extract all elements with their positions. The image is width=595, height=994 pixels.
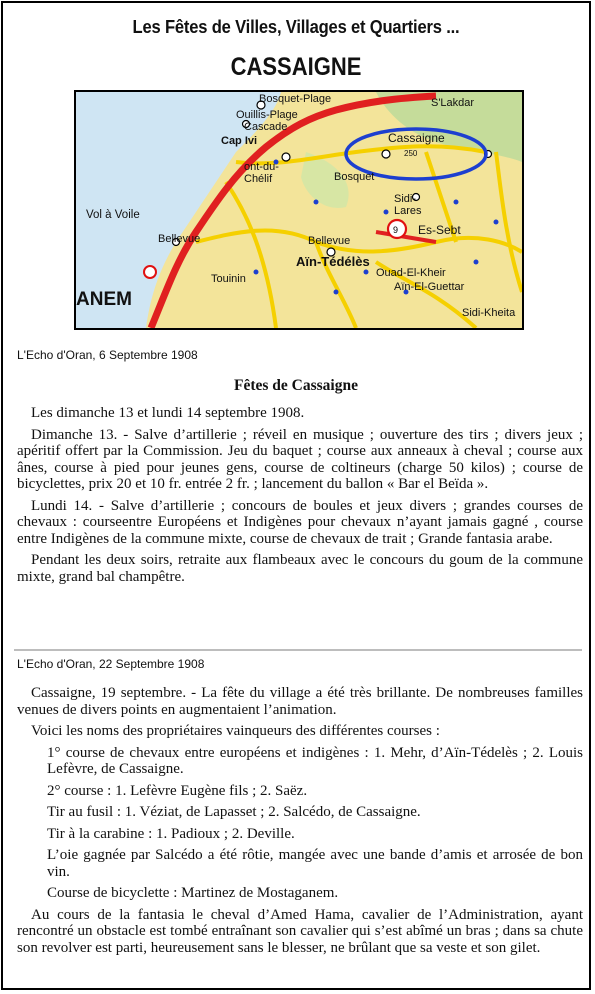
article1-body (17, 405, 583, 590)
label-cassaigne: Cassaigne (388, 131, 445, 145)
label-lakdar: S'Lakdar (431, 97, 475, 109)
label-ouad-el-kheir: Ouad-El-Kheir (376, 267, 446, 279)
section-divider (14, 649, 582, 651)
article1-paragraph: Lundi 14. - Salve d’artillerie ; concours de boules et jeux divers ; grandes courses de chevaux : courseentre Européens et Indigènes pour chevaux n’ayant jamais gagné , course entre Indigènes de la commune mixte, course de chevaux de trait ; Grande fantasia arabe. (17, 497, 583, 547)
label-es-sebt: Es-Sebt (418, 223, 461, 237)
label-sidi-lares: Sidi-Lares (394, 193, 422, 217)
result-item: Tir à la carabine : 1. Padioux ; 2. Deville. (47, 825, 295, 842)
label-ouillis-plage: Ouillis-Plage (236, 109, 298, 121)
label-vol-a-voile: Vol à Voile (86, 209, 140, 221)
label-bellevue: Bellevue (308, 235, 351, 247)
label-bosquet-plage: Bosquet-Plage (259, 93, 332, 105)
label-cascade: Cascade (244, 121, 288, 133)
locator-circle (144, 266, 156, 278)
map-image (76, 92, 522, 328)
result-item: 2° course : 1. Lefèvre Eugène fils ; 2. Saëz. (47, 782, 308, 799)
article1-source: L'Echo d'Oran, 6 Septembre 1908 (17, 348, 198, 362)
region-map (74, 90, 524, 330)
article2-paragraph: Cassaigne, 19 septembre. - La fête du village a été très brillante. De nombreuses familles venues de divers points en augmentaient l’animation. (17, 685, 583, 718)
article2-closing: Au cours de la fantasia le cheval d’Amed Hama, cavalier de l’Administration, ayant rencontré un obstacle est tombé entraînant son cavalier qui s’est abîmé un bras ; dans sa chute son revolver est parti, heureusement sans le blesser, ne brûlant que sa veste et son gilet. (17, 906, 583, 956)
series-title: Les Fêtes de Villes, Villages et Quartiers ... (132, 17, 460, 37)
label-cassaigne-alt: 250 (404, 149, 418, 158)
label-anem: ANEM (76, 289, 132, 310)
result-item: 1° course de chevaux entre européens et indigènes : 1. Mehr, d’Aïn-Tédelès ; 2. Louis Lefèvre, de Cassaigne. (47, 744, 583, 777)
label-ain-tedeles: Aïn-Tédélès (296, 254, 370, 269)
label-bosquet: Bosquet (334, 171, 375, 183)
result-item: L’oie gagnée par Salcédo a été rôtie, mangée avec une bande d’amis et arrosée de bon vin. (47, 847, 583, 880)
result-item: Course de bicyclette : Martinez de Mostaganem. (47, 885, 339, 901)
article2-paragraph: Voici les noms des propriétaires vainqueurs des différentes courses : (31, 723, 440, 739)
label-bellevue-west: Bellevue (158, 233, 201, 245)
label-mont-du-chelif: ont-du-Chélif (244, 161, 279, 185)
article2-source: L'Echo d'Oran, 22 Septembre 1908 (17, 657, 205, 671)
label-sidi-kheita: Sidi-Kheita (462, 307, 516, 319)
label-ain-el-guettar: Aïn-El-Guettar (394, 281, 465, 293)
label-cap-ivi: Cap Ivi (221, 135, 258, 147)
article2-body (17, 685, 583, 961)
article1-paragraph: Les dimanche 13 et lundi 14 septembre 1908. (31, 405, 305, 421)
article1-title: Fêtes de Cassaigne (234, 377, 358, 394)
label-touinin: Touinin (211, 273, 246, 285)
newspaper-page (1, 1, 591, 990)
result-item: Tir au fusil : 1. Véziat, de Lapasset ; 2. Salcédo, de Cassaigne. (47, 804, 421, 820)
village-title: CASSAIGNE (230, 53, 362, 81)
article1-paragraph: Dimanche 13. - Salve d’artillerie ; réveil en musique ; ouverture des tirs ; divers jeux ; apéritif offert par la Commission. Jeu du baquet ; course aux anneaux à cheval ; course aux ânes, course à pied pour jeunes gens, course de coltineurs (charge 50 kilos) ; course de bicyclettes, prix 20 et 10 fr. entrée 2 fr. ; lancement du ballon « Bar el Beïda ». (17, 426, 583, 492)
route-number: 9 (393, 225, 399, 235)
article1-paragraph: Pendant les deux soirs, retraite aux flambeaux avec le concours du goum de la commune mixte, grand bal champêtre. (17, 552, 583, 585)
